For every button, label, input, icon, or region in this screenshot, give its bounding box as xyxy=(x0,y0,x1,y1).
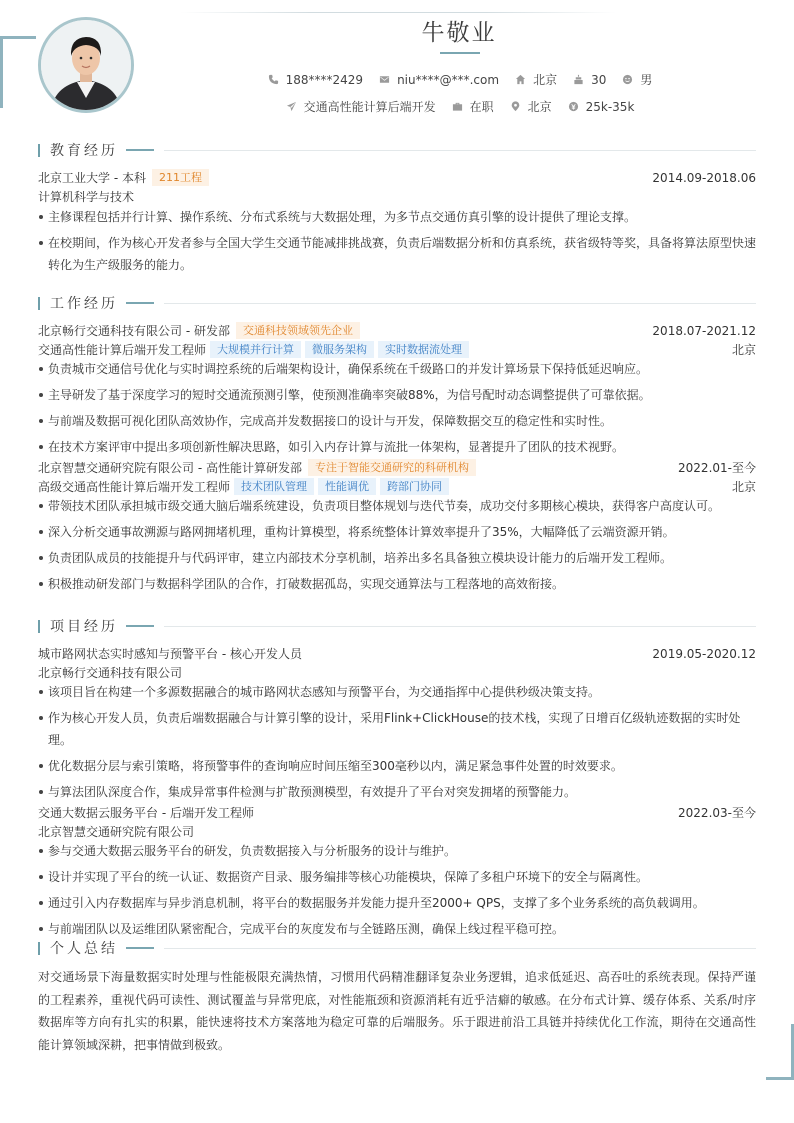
work-header xyxy=(38,295,756,311)
intent-status xyxy=(452,98,494,115)
list-item: 作为核心开发人员，负责后端数据融合与计算引擎的设计，采用Flink+ClickHouse的技术栈，实现了日增百亿级轨迹数据的实时处理。 xyxy=(38,707,756,751)
project-period: 2019.05-2020.12 xyxy=(652,646,756,661)
project-name: 交通大数据云服务平台 - 后端开发工程师 xyxy=(38,806,254,820)
money-icon xyxy=(568,101,579,112)
summary-header xyxy=(38,940,756,956)
summary-section xyxy=(38,940,756,1056)
list-item: 带领技术团队承担城市级交通大脑后端系统建设，负责项目整体规划与迭代节奏，成功交付多期核心模块，获得客户高度认可。 xyxy=(38,495,756,517)
project-bullets xyxy=(38,840,756,940)
section-divider xyxy=(164,303,756,304)
salary-text: 25k-35k xyxy=(585,99,635,114)
hometown-text: 北京 xyxy=(533,73,558,87)
mail-icon xyxy=(379,74,390,85)
skill-tag: 技术团队管理 xyxy=(234,478,314,495)
cake-icon xyxy=(573,74,584,85)
list-item: 参与交通大数据云服务平台的研发，负责数据接入与分析服务的设计与维护。 xyxy=(38,840,756,862)
section-title: 项目经历 xyxy=(50,619,118,635)
company-name: 北京智慧交通研究院有限公司 - 高性能计算研发部 xyxy=(38,461,302,475)
company-tag: 交通科技领域领先企业 xyxy=(236,322,360,339)
briefcase-icon xyxy=(452,101,463,112)
work-entry-header xyxy=(38,322,756,339)
section-marker xyxy=(38,942,40,955)
section-divider xyxy=(164,626,756,627)
project-entry-header xyxy=(38,804,756,821)
job-title: 高级交通高性能计算后端开发工程师 xyxy=(38,480,231,494)
section-marker xyxy=(38,297,40,310)
project-entry-header xyxy=(38,645,756,662)
list-item: 深入分析交通事故溯源与路网拥堵机理，重构计算模型，将系统整体计算效率提升了35%，大幅降低了云端资源开销。 xyxy=(38,521,756,543)
intent-salary xyxy=(568,100,635,114)
target-city-text: 北京 xyxy=(527,100,552,114)
list-item: 设计并实现了平台的统一认证、数据资产目录、服务编排等核心功能模块，保障了多租户环境下的安全与隔离性。 xyxy=(38,866,756,888)
list-item: 在校期间，作为核心开发者参与全国大学生交通节能减排挑战赛，负责后端数据分析和仿真系统，获省级特等奖，具备将算法原型快速转化为生产级服务的能力。 xyxy=(38,232,756,276)
contact-email xyxy=(379,73,499,87)
projects-section xyxy=(38,618,756,944)
header-top-rule xyxy=(180,12,616,13)
candidate-name: 牛敬业 xyxy=(421,20,497,46)
status-text: 在职 xyxy=(469,100,494,114)
corner-decoration-bottom-right xyxy=(766,1024,794,1080)
list-item: 与前端及数据可视化团队高效协作，完成高并发数据接口的设计与开发，保障数据交互的稳定性和实时性。 xyxy=(38,410,756,432)
gender-text: 男 xyxy=(640,73,653,87)
skill-tag: 微服务架构 xyxy=(305,341,374,358)
work-period: 2022.01-至今 xyxy=(678,461,756,475)
list-item: 该项目旨在构建一个多源数据融合的城市路网状态感知与预警平台，为交通指挥中心提供秒级决策支持。 xyxy=(38,681,756,703)
section-marker xyxy=(38,144,40,157)
contact-gender xyxy=(622,71,652,88)
email-text: niu****@***.com xyxy=(397,72,500,87)
section-marker xyxy=(38,620,40,633)
person-icon xyxy=(622,74,633,85)
target-role-text: 交通高性能计算后端开发 xyxy=(303,100,436,114)
contact-phone xyxy=(268,73,363,87)
list-item: 通过引入内存数据库与异步消息机制，将平台的数据服务并发能力提升至2000+ QPS，支撑了多个业务系统的高负载调用。 xyxy=(38,892,756,914)
contact-hometown xyxy=(515,71,557,88)
education-header xyxy=(38,142,756,158)
education-bullets xyxy=(38,206,756,276)
phone-text: 188****2429 xyxy=(285,72,364,87)
section-accent-line xyxy=(126,149,154,151)
section-title: 工作经历 xyxy=(50,296,118,312)
project-bullets xyxy=(38,681,756,803)
work-role-row xyxy=(38,478,756,495)
section-accent-line xyxy=(126,302,154,304)
education-entry-header xyxy=(38,169,756,186)
list-item: 负责团队成员的技能提升与代码评审，建立内部技术分享机制，培养出多名具备独立模块设计能力的后端开发工程师。 xyxy=(38,547,756,569)
skill-tag: 跨部门协同 xyxy=(380,478,449,495)
company-tag: 专注于智能交通研究的科研机构 xyxy=(308,459,476,476)
list-item: 在技术方案评审中提出多项创新性解决思路，如引入内存计算与流批一体架构，显著提升了团队的技术视野。 xyxy=(38,436,756,458)
work-bullets xyxy=(38,358,756,458)
list-item: 积极推动研发部门与数据科学团队的合作，打破数据孤岛，实现交通算法与工程落地的高效衔接。 xyxy=(38,573,756,595)
contact-row-intent xyxy=(120,98,794,115)
list-item: 优化数据分层与索引策略，将预警事件的查询响应时间压缩至300毫秒以内，满足紧急事件处置的时效要求。 xyxy=(38,755,756,777)
skill-tag: 性能调优 xyxy=(318,478,376,495)
job-title: 交通高性能计算后端开发工程师 xyxy=(38,343,207,357)
work-entry-header xyxy=(38,459,756,476)
work-period: 2018.07-2021.12 xyxy=(652,323,756,338)
projects-header xyxy=(38,618,756,634)
section-accent-line xyxy=(126,947,154,949)
skill-tag: 实时数据流处理 xyxy=(378,341,469,358)
section-accent-line xyxy=(126,625,154,627)
project-org: 北京智慧交通研究院有限公司 xyxy=(38,825,195,839)
contact-row-basic xyxy=(120,71,794,88)
project-org: 北京畅行交通科技有限公司 xyxy=(38,666,183,680)
education-section xyxy=(38,142,756,280)
section-title: 个人总结 xyxy=(50,941,118,957)
education-period: 2014.09-2018.06 xyxy=(652,170,756,185)
list-item: 与前端团队以及运维团队紧密配合，完成平台的灰度发布与全链路压测，确保上线过程平稳可控。 xyxy=(38,918,756,940)
work-location: 北京 xyxy=(731,480,756,494)
work-role-row xyxy=(38,341,756,358)
work-section xyxy=(38,295,756,599)
section-title: 教育经历 xyxy=(50,143,118,159)
project-period: 2022.03-至今 xyxy=(678,806,756,820)
list-item: 负责城市交通信号优化与实时调控系统的后端架构设计，确保系统在千级路口的并发计算场景下保持低延迟响应。 xyxy=(38,358,756,380)
work-location: 北京 xyxy=(731,343,756,357)
intent-city xyxy=(510,98,552,115)
contact-age xyxy=(573,73,606,87)
project-name: 城市路网状态实时感知与预警平台 - 核心开发人员 xyxy=(38,647,302,661)
school-name: 北京工业大学 - 本科 xyxy=(38,171,146,185)
skill-tag: 大规模并行计算 xyxy=(210,341,301,358)
section-divider xyxy=(164,150,756,151)
home-icon xyxy=(515,74,526,85)
major: 计算机科学与技术 xyxy=(38,190,135,204)
send-icon xyxy=(286,101,297,112)
section-divider xyxy=(164,948,756,949)
summary-text: 对交通场景下海量数据实时处理与性能极限充满热情，习惯用代码精准翻译复杂业务逻辑，追求低延迟、高吞吐的系统表现。保持严谨的工程素养，重视代码可读性、测试覆盖与异常兜底，对性能瓶颈和资源消耗有近乎洁癖的敏感。在分布式计算、缓存体系、关系/时序数据库等方向有扎实的积累，能快速将技术方案落地为稳定可靠的后端服务。乐于跟进前沿工具链并持续优化工作流，期待在交通高性能计算领域深耕，把事情做到极致。 xyxy=(38,970,756,1052)
work-bullets xyxy=(38,495,756,595)
company-name: 北京畅行交通科技有限公司 - 研发部 xyxy=(38,324,230,338)
age-text: 30 xyxy=(591,72,607,87)
list-item: 与算法团队深度合作，集成异常事件检测与扩散预测模型，有效提升了平台对突发拥堵的预警能力。 xyxy=(38,781,756,803)
list-item: 主导研发了基于深度学习的短时交通流预测引擎，使预测准确率突破88%，为信号配时动态调整提供了可靠依据。 xyxy=(38,384,756,406)
location-pin-icon xyxy=(510,101,521,112)
intent-role xyxy=(286,98,436,115)
phone-icon xyxy=(268,74,279,85)
list-item: 主修课程包括并行计算、操作系统、分布式系统与大数据处理，为多节点交通仿真引擎的设计提供了理论支撑。 xyxy=(38,206,756,228)
name-underline xyxy=(440,52,480,54)
school-tag: 211工程 xyxy=(152,169,209,186)
